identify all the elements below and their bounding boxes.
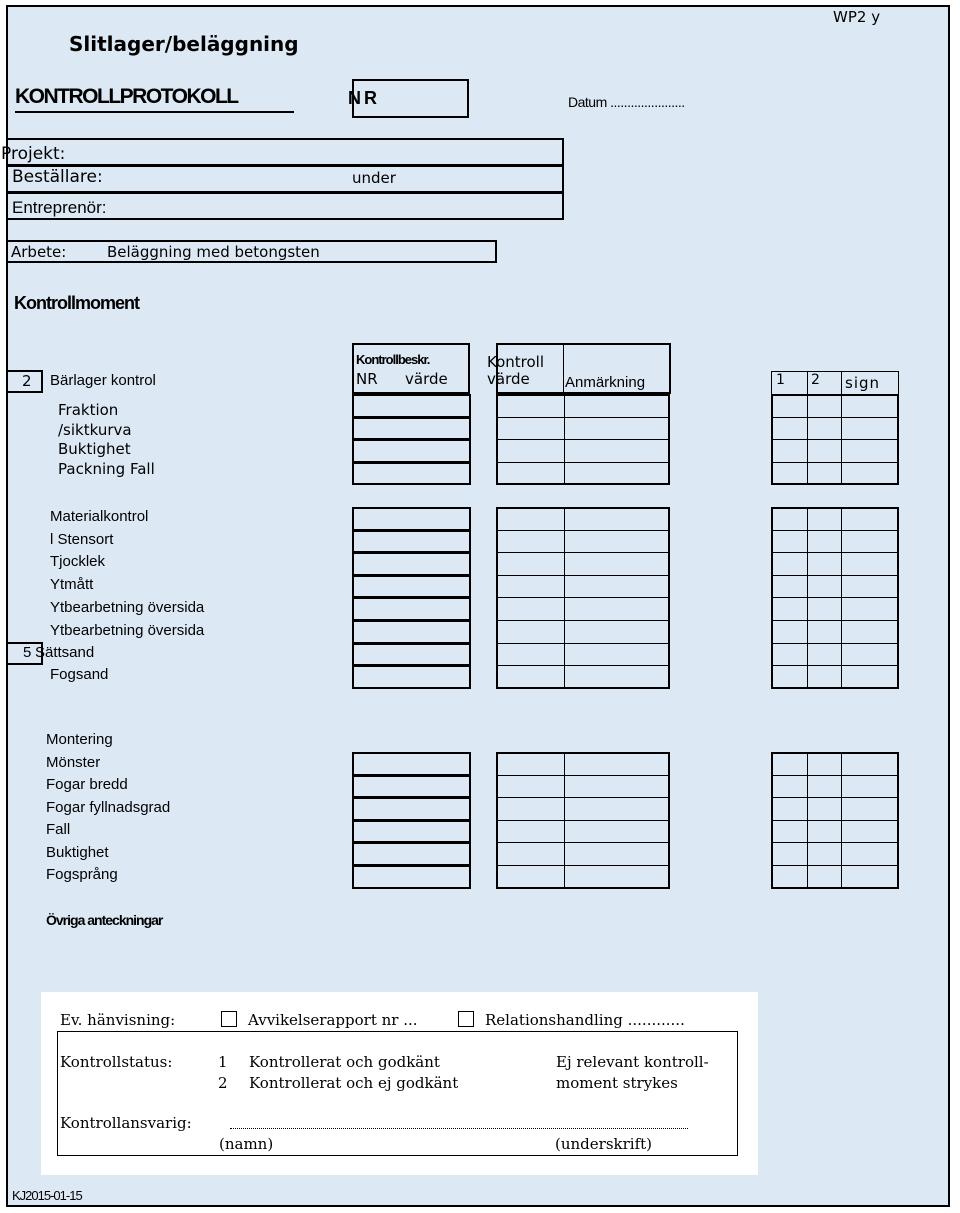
material-item-6: Sättsand	[35, 644, 95, 661]
material-item-5: Ytbearbetning översida	[50, 622, 205, 639]
status2-text: Kontrollerat och ej godkänt	[249, 1074, 459, 1092]
footer-code: KJ2015-01-15	[12, 1188, 82, 1203]
grid-group-border	[496, 394, 670, 485]
grid-group-border	[771, 394, 899, 485]
status2-number: 2	[218, 1074, 228, 1092]
grid-header-cell	[841, 371, 899, 395]
avvikelse-label: Avvikelserapport nr ...	[248, 1011, 418, 1029]
grid-header-cell	[807, 371, 842, 395]
entreprenor-label: Entreprenör:	[12, 198, 107, 217]
ansvarig-dotted-line[interactable]	[230, 1128, 688, 1129]
header-nr: NR	[356, 370, 378, 388]
section-title-montering: Montering	[46, 731, 113, 748]
montering-item-6: Fogsprång	[46, 866, 118, 883]
avvikelse-checkbox[interactable]	[221, 1011, 237, 1027]
corner-code: WP2 y	[833, 8, 881, 26]
header-sign: sign	[845, 374, 881, 392]
header-anmarkning: Anmärkning	[565, 374, 646, 391]
material-item-2: Tjocklek	[50, 553, 106, 570]
page-title: Slitlager/beläggning	[69, 32, 299, 56]
montering-item-5: Buktighet	[46, 844, 109, 861]
montering-item-1: Mönster	[46, 754, 101, 771]
montering-item-2: Fogar bredd	[46, 776, 128, 793]
ej-relevant-line2: moment strykes	[556, 1074, 678, 1092]
header-kontroll: Kontroll	[487, 353, 545, 371]
grid-group-border	[496, 752, 670, 889]
hanvisning-label: Ev. hänvisning:	[60, 1011, 176, 1029]
barlager-item-2: /siktkurva	[58, 421, 132, 439]
material-item-4: Ytbearbetning översida	[50, 599, 205, 616]
header-varde: värde	[405, 370, 448, 388]
grid-group-border	[352, 507, 471, 689]
ovriga-heading: Övriga anteckningar	[46, 912, 163, 928]
projekt-label: Projekt:	[1, 144, 66, 164]
arbete-label: Arbete:	[11, 243, 67, 261]
projekt-field[interactable]	[6, 138, 564, 166]
status1-number: 1	[218, 1053, 228, 1071]
header-col2: 2	[811, 372, 820, 388]
section-title-material: Materialkontrol	[50, 508, 149, 525]
section-number-sattsand: 5	[23, 644, 32, 661]
grid-header-cell	[771, 371, 808, 395]
material-item-1: l Stensort	[50, 531, 114, 548]
status1-text: Kontrollerat och godkänt	[249, 1053, 440, 1071]
section-title-barlager: Bärlager kontrol	[50, 372, 156, 389]
montering-item-4: Fall	[46, 821, 71, 838]
header-col1: 1	[776, 372, 785, 388]
datum-label: Datum ......................	[568, 94, 685, 110]
kontrollmoment-heading: Kontrollmoment	[14, 293, 139, 313]
grid-header-divider	[563, 343, 564, 394]
namn-label: (namn)	[219, 1135, 274, 1153]
grid-group-border	[771, 752, 899, 889]
montering-item-3: Fogar fyllnadsgrad	[46, 799, 171, 816]
under-text: under	[352, 169, 396, 187]
ej-relevant-line1: Ej relevant kontroll-	[556, 1053, 709, 1071]
barlager-item-3: Buktighet	[58, 440, 131, 458]
relation-label: Relationshandling ............	[485, 1011, 685, 1029]
section-number-barlager: 2	[22, 372, 32, 390]
grid-group-border	[496, 507, 670, 689]
relation-checkbox[interactable]	[458, 1011, 474, 1027]
arbete-value: Beläggning med betongsten	[107, 243, 320, 261]
header-kontroll-varde: värde	[487, 370, 530, 388]
material-item-7: Fogsand	[50, 666, 109, 683]
ansvarig-label: Kontrollansvarig:	[60, 1114, 192, 1132]
bestallare-label: Beställare:	[12, 167, 103, 187]
nr-label: N R	[348, 88, 376, 108]
protocol-title: KONTROLLPROTOKOLL	[15, 85, 238, 108]
header-kontrollbeskr: Kontrollbeskr.	[356, 352, 430, 367]
material-item-3: Ytmått	[50, 576, 94, 593]
barlager-item-1: Fraktion	[58, 401, 119, 419]
protocol-title-underline	[15, 111, 294, 113]
status-label: Kontrollstatus:	[60, 1053, 173, 1071]
barlager-item-4: Packning Fall	[58, 460, 155, 478]
grid-group-border	[771, 507, 899, 689]
underskrift-label: (underskrift)	[555, 1135, 653, 1153]
grid-group-border	[352, 394, 471, 485]
grid-group-border	[352, 752, 471, 889]
